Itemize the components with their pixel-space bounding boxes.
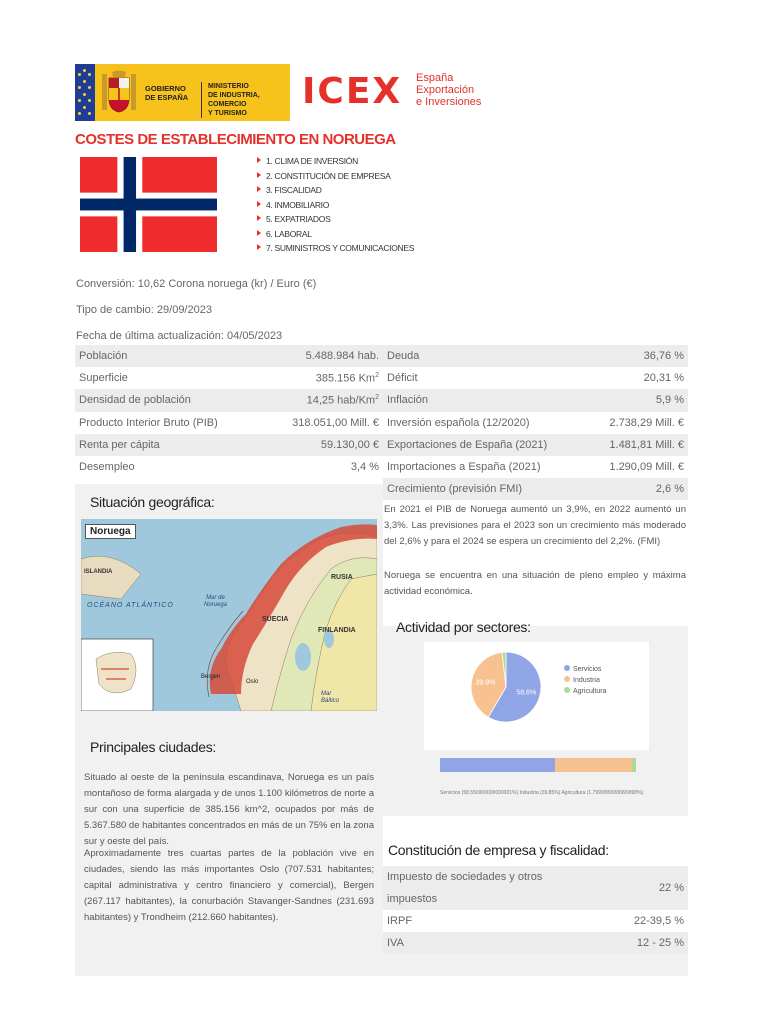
arrow-right-icon [257, 201, 261, 207]
legend-item-servicios: Servicios [564, 664, 606, 675]
chart-legend [564, 664, 606, 697]
norway-map [81, 519, 377, 711]
toc-item-inmobiliario[interactable]: 4. INMOBILIARIO [257, 198, 414, 213]
icex-tagline: España Exportación e Inversiones [416, 72, 482, 108]
map-label-oceano: OCÉANO ATLÁNTICO [87, 602, 174, 609]
map-title-label: Noruega [85, 524, 136, 539]
growth-paragraph: En 2021 el PIB de Noruega aumentó un 3,9%, en 2022 aumentó un 3,3%. Las previsiones para el 2023 son un crecimiento más moderado del 2,6% y para el 2024 se espera un crecimiento del 2,2%. (FMI) [384, 504, 686, 547]
map-label-bergen: Bergen [201, 674, 221, 680]
toc-item-laboral[interactable]: 6. LABORAL [257, 227, 414, 242]
indicator-row: Producto Interior Bruto (PIB) 318.051,00 Mill. € [75, 412, 383, 434]
legend-item-agricultura: Agricultura [564, 686, 606, 697]
map-label-rusia: RUSIA [331, 574, 353, 581]
stack-segment-servicios [440, 758, 555, 772]
exchange-date-text: Tipo de cambio: 29/09/2023 [76, 304, 212, 316]
icex-mark: ICEX [302, 71, 403, 112]
tax-panel-footer [383, 954, 688, 976]
arrow-right-icon [257, 215, 261, 221]
tax-row: IRPF 22-39,5 % [383, 910, 688, 932]
eu-flag-icon [75, 64, 95, 121]
indicator-row: Superficie 385.156 Km$^2$ [75, 367, 383, 389]
conversion-text: Conversión: 10,62 Corona noruega (kr) / Euro (€) [76, 278, 317, 290]
indicators-table-left [75, 345, 383, 478]
arrow-right-icon [257, 230, 261, 236]
cities-title: Principales ciudades: [90, 739, 216, 755]
map-label-islandia: ISLANDIA [84, 569, 113, 575]
sectors-pie-chart [424, 642, 649, 750]
indicator-row: Inflación 5,9 % [383, 389, 688, 411]
sectors-chart [424, 642, 649, 750]
gobierno-text: GOBIERNO DE ESPAÑA [145, 84, 189, 102]
tax-table [383, 866, 688, 954]
toc-item-expatriados[interactable]: 5. EXPATRIADOS [257, 212, 414, 227]
indicator-row: Inversión española (12/2020) 2.738,29 Mill. € [383, 412, 688, 434]
geo-title: Situación geográfica: [90, 494, 215, 510]
arrow-right-icon [257, 244, 261, 250]
legend-swatch [564, 665, 570, 671]
map-label-mar-baltico: Mar Báltico [321, 691, 340, 704]
gobierno-logo [75, 64, 290, 121]
indicator-row: Exportaciones de España (2021) 1.481,81 Mill. € [383, 434, 688, 456]
table-of-contents [257, 154, 414, 256]
stack-segment-agricultura [632, 758, 636, 772]
sectors-stacked-bar [440, 758, 636, 772]
cities-paragraph-1: Situado al oeste de la península escandinava, Noruega es un país montañoso de forma alargada y de unos 1.100 kilómetros de norte a sur con una superficie de 385.156 km^2, ocupados por más de 5.367.580 de habitantes concentrados en más de un 75% en la zona sur y oeste del país. [84, 772, 374, 847]
ministerio-text: MINISTERIO DE INDUSTRIA, COMERCIO Y TURISMO [201, 82, 290, 118]
indicator-row: Población 5.488.984 hab. [75, 345, 383, 367]
indicators-table-right [383, 345, 688, 500]
arrow-right-icon [257, 186, 261, 192]
indicator-row: Desempleo 3,4 % [75, 456, 383, 478]
indicator-row: Déficit 20,31 % [383, 367, 688, 389]
toc-item-clima[interactable]: 1. CLIMA DE INVERSIÓN [257, 154, 414, 169]
tax-row-label: Impuesto de sociedades y otros impuestos [387, 871, 543, 905]
stack-segment-industria [555, 758, 633, 772]
indicator-row: Densidad de población 14,25 hab/Km$^2$ [75, 389, 383, 411]
toc-item-constitucion[interactable]: 2. CONSTITUCIÓN DE EMPRESA [257, 169, 414, 184]
legend-swatch [564, 676, 570, 682]
tax-row: IVA 12 - 25 % [383, 932, 688, 954]
arrow-right-icon [257, 172, 261, 178]
map-label-mar-noruega: Mar de Noruega [204, 595, 228, 608]
tax-title: Constitución de empresa y fiscalidad: [388, 842, 609, 858]
arrow-right-icon [257, 157, 261, 163]
employment-paragraph: Noruega se encuentra en una situación de pleno empleo y máxima actividad económica. [384, 570, 686, 597]
map-label-suecia: SUECIA [262, 616, 289, 623]
map-label-finlandia: FINLANDIA [318, 627, 356, 634]
sectors-note: Servicios (58.550000000000001%) Industria (39.85%) Agricultura (1.7999999999999998%) [440, 790, 644, 796]
norway-flag-icon [80, 157, 217, 252]
updated-date-text: Fecha de última actualización: 04/05/2023 [76, 330, 283, 342]
toc-item-suministros[interactable]: 7. SUMINISTROS Y COMUNICACIONES [257, 241, 414, 256]
pie-label: 58.6% [516, 689, 537, 697]
sectors-title: Actividad por sectores: [396, 619, 531, 635]
legend-item-industria: Industria [564, 675, 606, 686]
toc-item-fiscalidad[interactable]: 3. FISCALIDAD [257, 183, 414, 198]
indicator-row: Deuda 36,76 % [383, 345, 688, 367]
indicator-row: Crecimiento (previsión FMI) 2,6 % [383, 478, 688, 500]
page-title: COSTES DE ESTABLECIMIENTO EN NORUEGA [75, 131, 396, 148]
indicator-row: Importaciones a España (2021) 1.290,09 Mill. € [383, 456, 688, 478]
tax-row: Impuesto de sociedades y otros impuestos 22 % [383, 866, 688, 910]
pie-label: 39.9% [475, 679, 496, 687]
indicator-row: Renta per cápita 59.130,00 € [75, 434, 383, 456]
coat-of-arms-icon [99, 70, 139, 116]
map-graphic [81, 519, 377, 711]
cities-paragraph-2: Aproximadamente tres cuartas partes de la población vive en ciudades, siendo las más importantes Oslo (707.531 habitantes; capital administrativa y centro financiero y comercial), Bergen (267.117 habitantes), la conurbación Stavanger-Sandnes (231.693 habitantes) y Trondheim (212.660 habitantes). [84, 848, 374, 923]
map-label-oslo: Oslo [246, 679, 259, 685]
legend-swatch [564, 687, 570, 693]
